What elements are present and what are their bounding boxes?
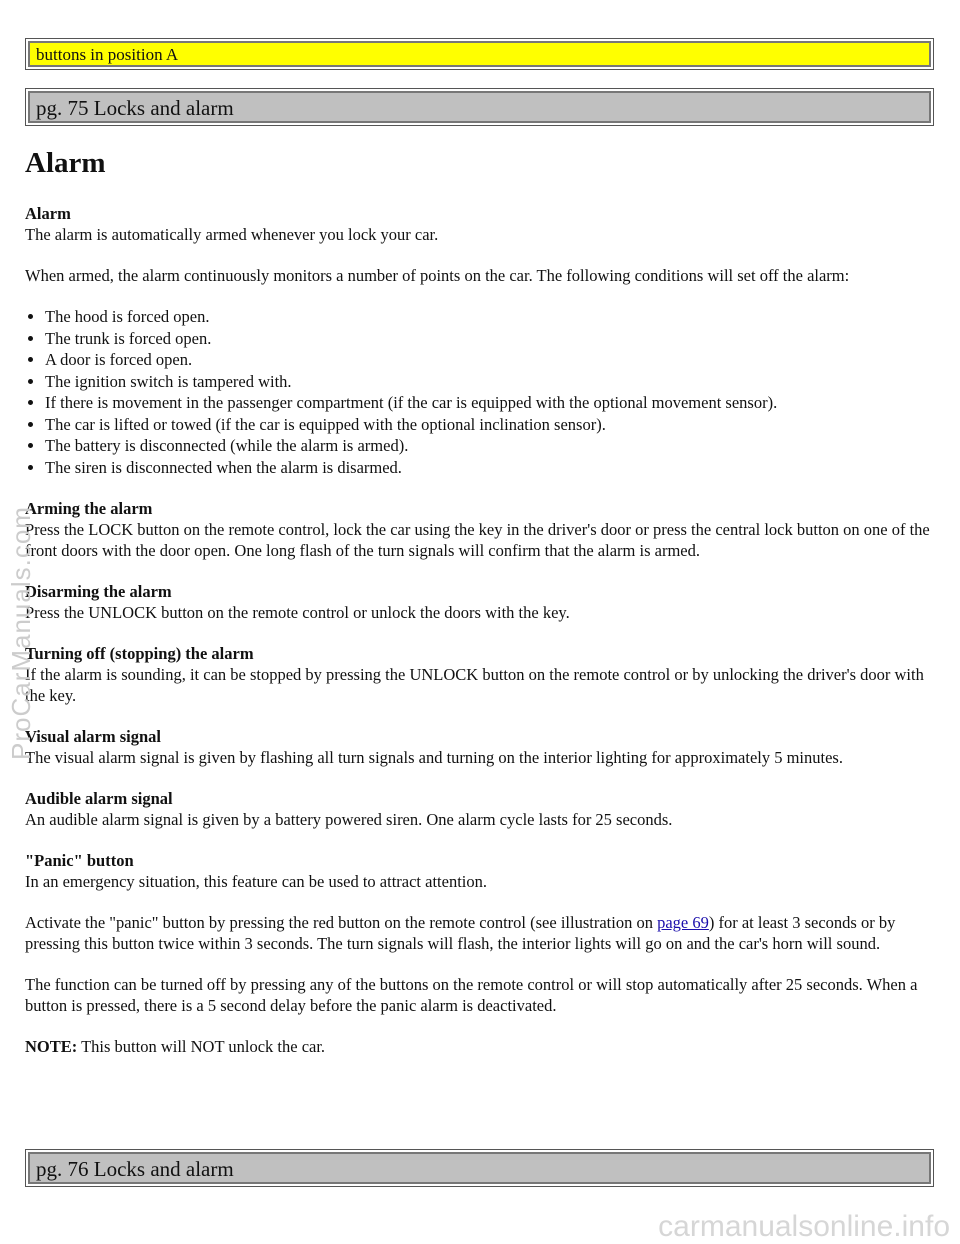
activate-paragraph (25, 912, 930, 954)
page-title: Alarm (25, 147, 106, 179)
disarming-text: Press the UNLOCK button on the remote control or unlock the doors with the key. (25, 603, 570, 622)
list-item: • The battery is disconnected (while the alarm is armed). (45, 435, 930, 457)
disarming-heading: Disarming the alarm (25, 582, 172, 601)
alarm-heading: Alarm (25, 204, 71, 223)
activate-text-before: Activate the "panic" button by pressing the red button on the remote control (see illustration on (25, 913, 658, 932)
turning-off-text: If the alarm is sounding, it can be stopped by pressing the UNLOCK button on the remote control or by unlocking the driver's door with the key. (25, 665, 924, 705)
disarming-section (25, 581, 930, 623)
visual-signal-section (25, 726, 930, 768)
list-item: • The ignition switch is tampered with. (45, 371, 930, 393)
panic-heading: "Panic" button (25, 851, 134, 870)
arming-text: Press the LOCK button on the remote control, lock the car using the key in the driver's door or press the central lock button on one of the front doors with the door open. One long flash of the turn signals will confirm that the alarm is armed. (25, 520, 930, 560)
alarm-text: The alarm is automatically armed whenever you lock your car. (25, 225, 439, 244)
alarm-section (25, 203, 930, 245)
audible-signal-section (25, 788, 930, 830)
panic-section (25, 850, 930, 892)
visual-signal-heading: Visual alarm signal (25, 727, 161, 746)
list-item: • The trunk is forced open. (45, 328, 930, 350)
monitor-paragraph: When armed, the alarm continuously monitors a number of points on the car. The following conditions will set off the alarm: (25, 266, 850, 285)
watermark-left: ProCarManuals.com (6, 506, 36, 760)
turnoff-paragraph: The function can be turned off by pressing any of the buttons on the remote control or will stop automatically after 25 seconds. When a button is pressed, there is a 5 second delay before the panic alarm is deactivated. (25, 975, 918, 1015)
activate-text-after: ) for at least 3 seconds or by pressing this button twice within 3 seconds. The turn signals will flash, the interior lights will go on and the car's horn will sound. (25, 913, 896, 953)
arming-heading: Arming the alarm (25, 499, 153, 518)
arming-section (25, 498, 930, 561)
audible-signal-heading: Audible alarm signal (25, 789, 173, 808)
highlight-box (25, 38, 934, 70)
turning-off-heading: Turning off (stopping) the alarm (25, 644, 254, 663)
page-header-76 (25, 1149, 934, 1187)
list-item: • The siren is disconnected when the alarm is disarmed. (45, 457, 930, 479)
note-text: This button will NOT unlock the car. (77, 1037, 326, 1056)
turning-off-section (25, 643, 930, 706)
panic-text: In an emergency situation, this feature can be used to attract attention. (25, 872, 487, 891)
note-paragraph (25, 1036, 930, 1057)
page-header-75-text: pg. 75 Locks and alarm (28, 91, 931, 123)
page-69-link[interactable]: page 69 (657, 913, 709, 932)
visual-signal-text: The visual alarm signal is given by flashing all turn signals and turning on the interior lighting for approximately 5 minutes. (25, 748, 843, 767)
audible-signal-text: An audible alarm signal is given by a battery powered siren. One alarm cycle lasts for 25 seconds. (25, 810, 673, 829)
main-content (25, 203, 930, 1077)
page-header-76-text: pg. 76 Locks and alarm (28, 1152, 931, 1184)
list-item: • If there is movement in the passenger compartment (if the car is equipped with the optional movement sensor). (45, 392, 930, 414)
highlight-box-text: buttons in position A (28, 41, 931, 67)
note-label: NOTE: (25, 1037, 78, 1056)
watermark-bottom: carmanualsonline.info (658, 1210, 950, 1243)
list-item: • The hood is forced open. (45, 306, 930, 328)
list-item: • A door is forced open. (45, 349, 930, 371)
list-item: • The car is lifted or towed (if the car is equipped with the optional inclination sensor). (45, 414, 930, 436)
conditions-list (25, 306, 930, 478)
page-header-75 (25, 88, 934, 126)
